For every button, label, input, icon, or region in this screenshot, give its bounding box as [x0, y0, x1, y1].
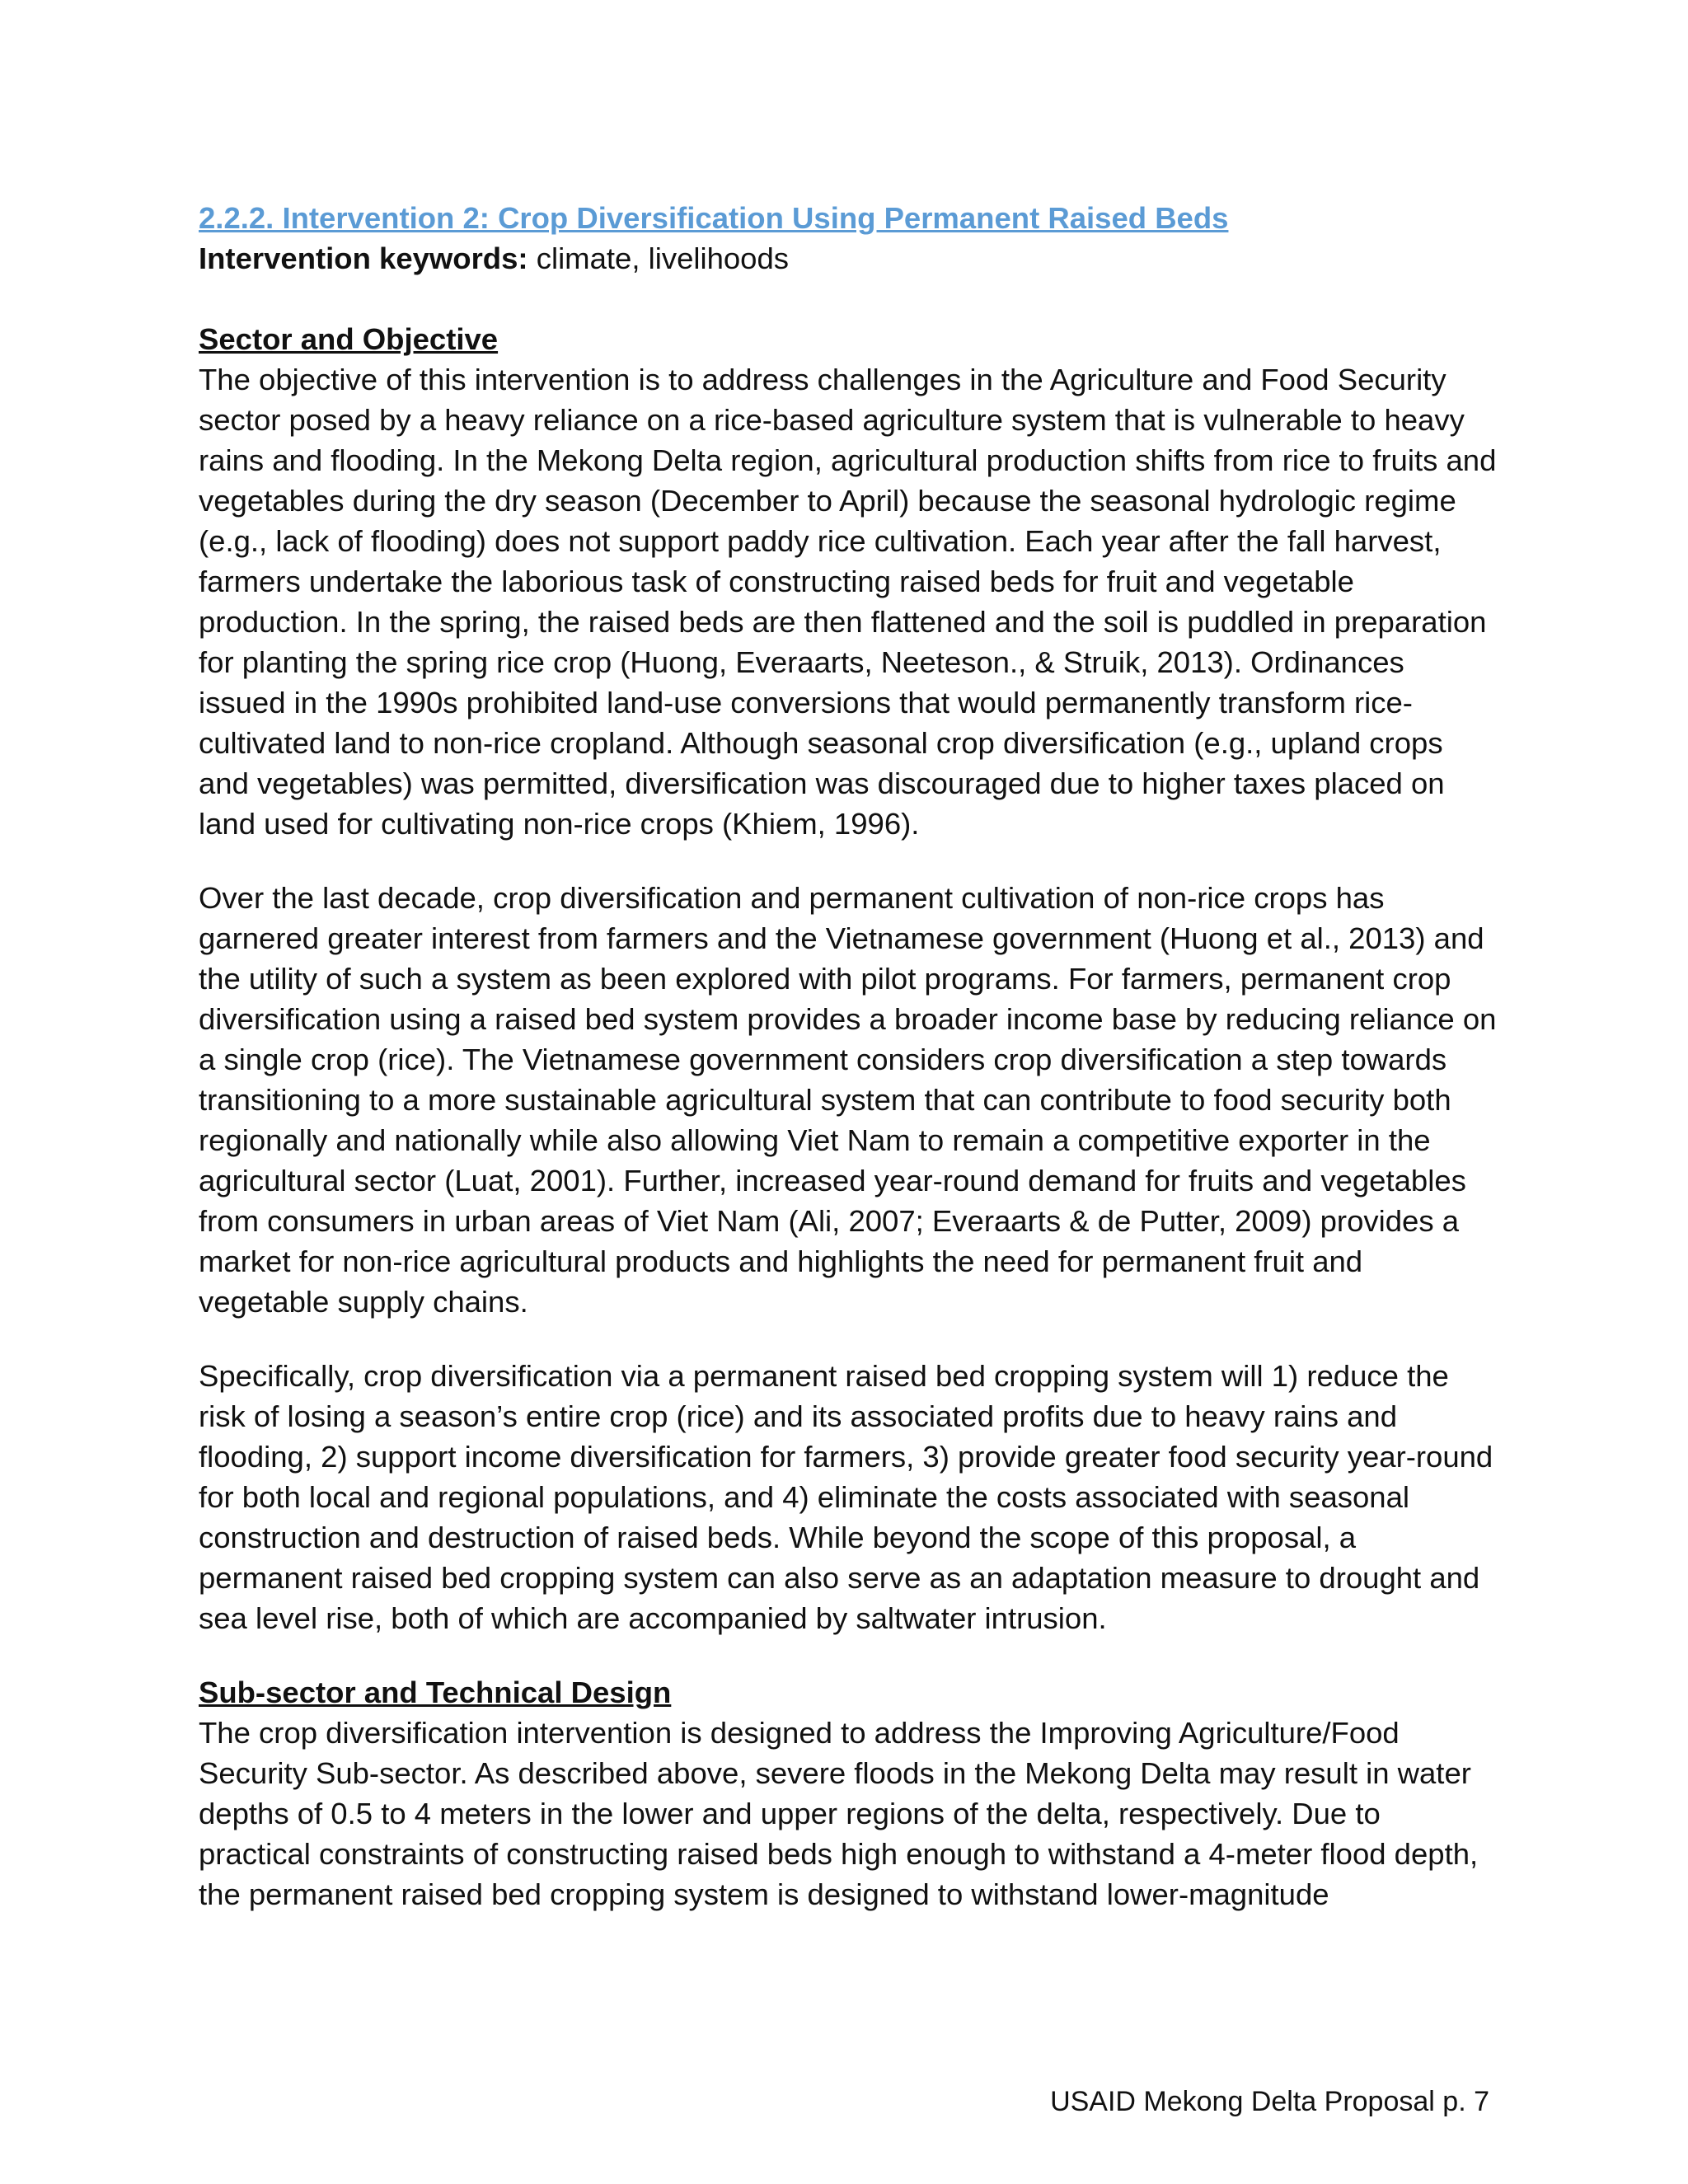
paragraph: Specifically, crop diversification via a permanent raised bed cropping system will 1) reduce the risk of losing a season’s entire crop (rice) and its associated profits due to heavy rains and flooding, 2) support income diversification for farmers, 3) provide greater food security year-round for both local and regional populations, and 4) eliminate the costs associated with seasonal construction and destruction of raised beds. While beyond the scope of this proposal, a permanent raised bed cropping system can also serve as an adaptation measure to drought and sea level rise, both of which are accompanied by saltwater intrusion. [199, 1359, 1493, 1635]
sector-objective-block [199, 359, 1497, 1638]
paragraph: The crop diversification intervention is designed to address the Improving Agriculture/Food Security Sub-sector. As described above, severe floods in the Mekong Delta may result in water depths of 0.5 to 4 meters in the lower and upper regions of the delta, respectively. Due to practical constraints of constructing raised beds high enough to withstand a 4-meter flood depth, the permanent raised bed cropping system is designed to withstand lower-magnitude [199, 1716, 1479, 1911]
subsector-design-block [199, 1713, 1497, 1915]
paragraph: Over the last decade, crop diversification and permanent cultivation of non-rice crops has garnered greater interest from farmers and the Vietnamese government (Huong et al., 2013) and the utility of such a system as been explored with pilot programs. For farmers, permanent crop diversification using a raised bed system provides a broader income base by reducing reliance on a single crop (rice). The Vietnamese government considers crop diversification a step towards transitioning to a more sustainable agricultural system that can contribute to food security both regionally and nationally while also allowing Viet Nam to remain a competitive exporter in the agricultural sector (Luat, 2001). Further, increased year-round demand for fruits and vegetables from consumers in urban areas of Viet Nam (Ali, 2007; Everaarts & de Putter, 2009) provides a market for non-rice agricultural products and highlights the need for permanent fruit and vegetable supply chains. [199, 881, 1497, 1319]
keywords-value: climate, livelihoods [528, 241, 790, 275]
section-heading-link[interactable]: 2.2.2. Intervention 2: Crop Diversification Using Permanent Raised Beds [199, 201, 1229, 235]
intervention-keywords [199, 238, 1497, 279]
sector-objective-title: Sector and Objective [199, 322, 499, 356]
page-content [199, 198, 1497, 1915]
subsector-design-title: Sub-sector and Technical Design [199, 1675, 672, 1709]
page-footer: USAID Mekong Delta Proposal p. 7 [1050, 2086, 1489, 2117]
paragraph: The objective of this intervention is to address challenges in the Agriculture and Food Security sector posed by a heavy reliance on a rice-based agriculture system that is vulnerable to heavy rains and flooding. In the Mekong Delta region, agricultural production shifts from rice to fruits and vegetables during the dry season (December to April) because the seasonal hydrologic regime (e.g., lack of flooding) does not support paddy rice cultivation. Each year after the fall harvest, farmers undertake the laborious task of constructing raised beds for fruit and vegetable production. In the spring, the raised beds are then flattened and the soil is puddled in preparation for planting the spring rice crop (Huong, Everaarts, Neeteson., & Struik, 2013). Ordinances issued in the 1990s prohibited land-use conversions that would permanently transform rice-cultivated land to non-rice cropland. Although seasonal crop diversification (e.g., upland crops and vegetables) was permitted, diversification was discouraged due to higher taxes placed on land used for cultivating non-rice crops (Khiem, 1996). [199, 363, 1497, 841]
keywords-label: Intervention keywords: [199, 241, 528, 275]
